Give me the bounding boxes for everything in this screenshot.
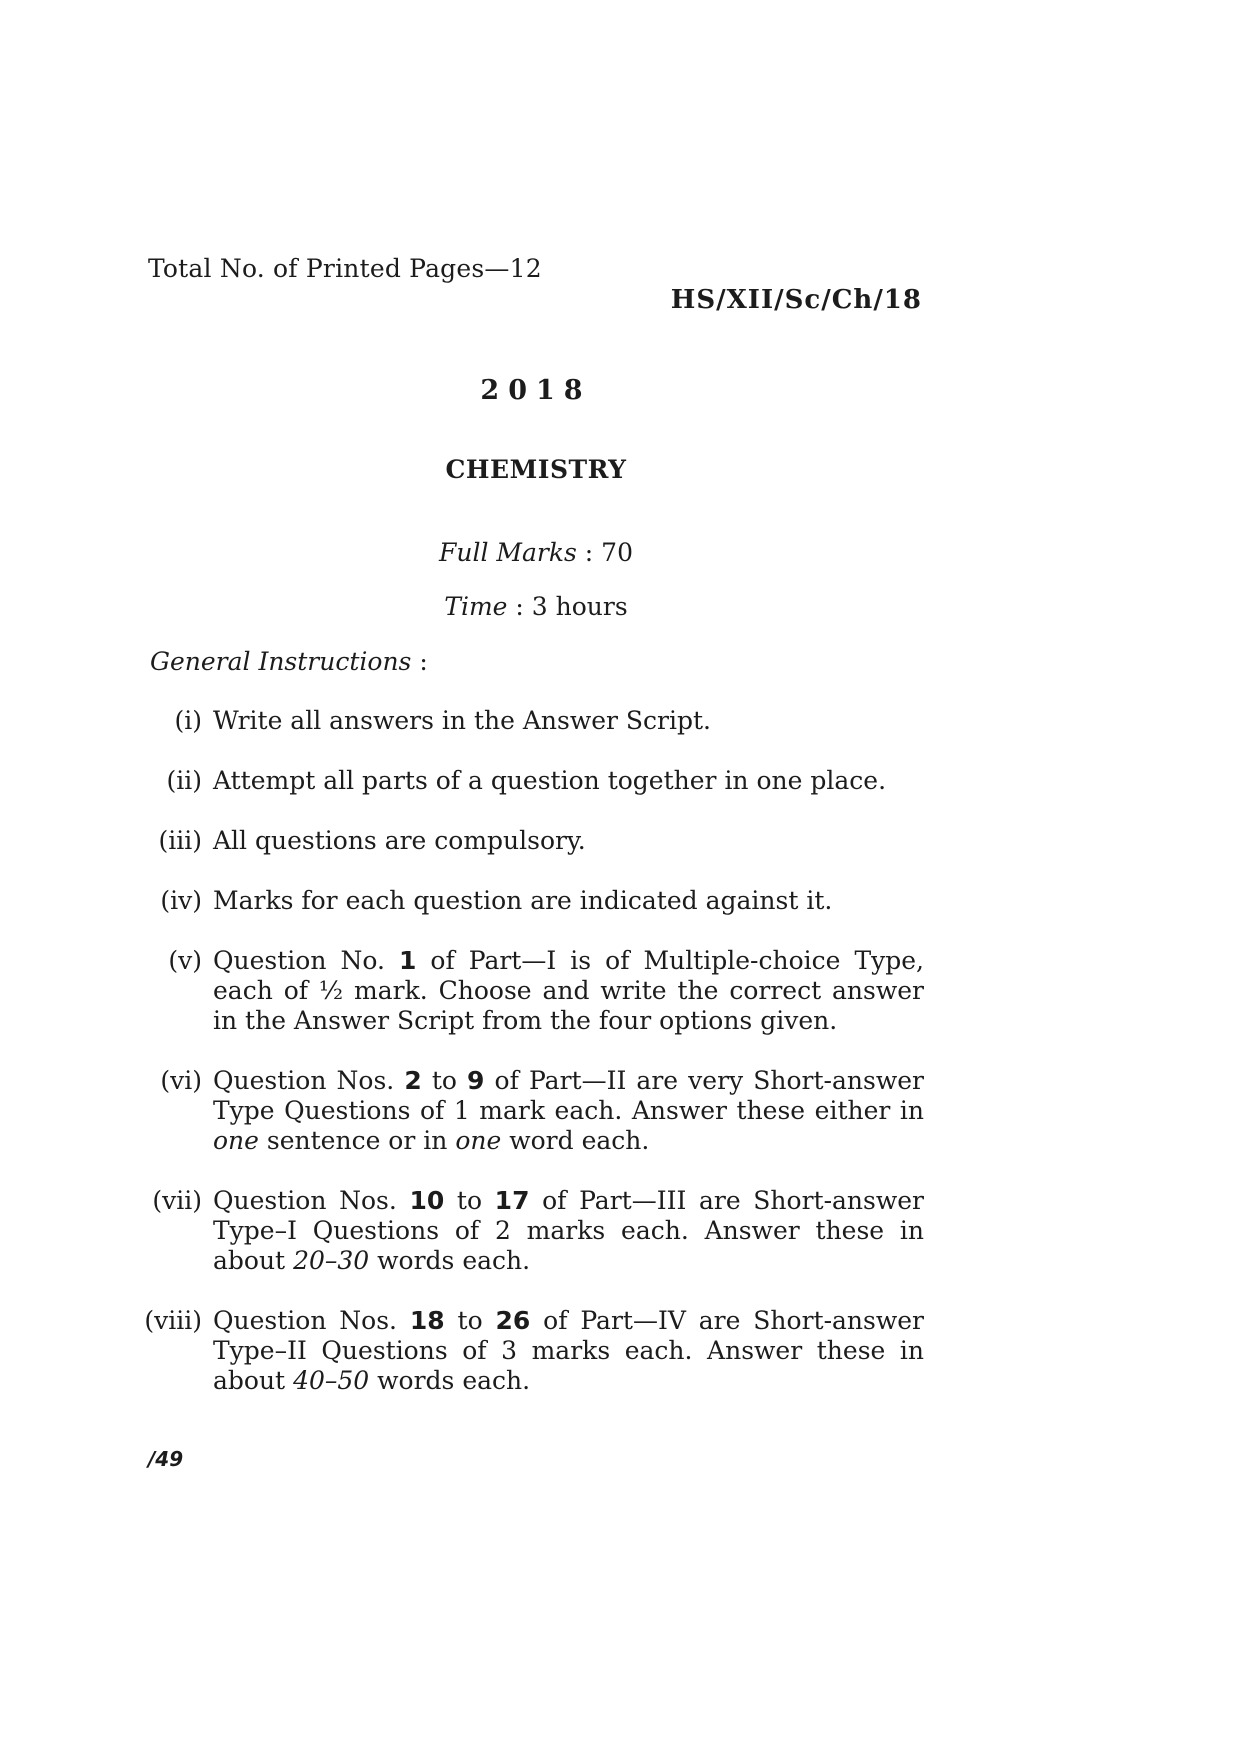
general-instructions-colon: : — [411, 647, 428, 676]
time-separator: : — [507, 592, 532, 621]
question-number: 26 — [495, 1306, 531, 1335]
instruction-number: (viii) — [144, 1306, 202, 1335]
exam-subject: CHEMISTRY — [445, 455, 627, 484]
instruction-number: (ii) — [166, 766, 202, 795]
full-marks-separator: : — [576, 538, 602, 567]
question-number: 18 — [409, 1306, 445, 1335]
instruction-text: Write all answers in the Answer Script. — [213, 706, 711, 735]
instruction-number: (iv) — [160, 886, 202, 915]
instruction-text: Question Nos. 2 to 9 of Part—II are very Short-answer Type Questions of 1 mark each. Answer these either in one sentence or in one word each. — [213, 1066, 924, 1155]
time-value: 3 hours — [531, 592, 628, 621]
question-number: 10 — [409, 1186, 445, 1215]
instruction-text: Question Nos. 18 to 26 of Part—IV are Short-answer Type–II Questions of 3 marks each. Answer these in about 40–50 words each. — [213, 1306, 924, 1395]
question-number: 9 — [467, 1066, 485, 1095]
instruction-number: (i) — [174, 706, 202, 735]
question-number: 1 — [398, 946, 417, 975]
instruction-text: Marks for each question are indicated against it. — [213, 886, 833, 915]
instruction-text: Question Nos. 10 to 17 of Part—III are Short-answer Type–I Questions of 2 marks each. Answer these in about 20–30 words each. — [213, 1186, 924, 1275]
question-number: 2 — [404, 1066, 422, 1095]
instruction-text: Attempt all parts of a question together in one place. — [213, 766, 887, 795]
full-marks — [0, 538, 1072, 567]
instruction-number: (v) — [168, 946, 202, 975]
exam-time — [0, 592, 1072, 621]
time-label: Time — [444, 592, 508, 621]
general-instructions-heading — [150, 647, 428, 676]
full-marks-value: 70 — [601, 538, 633, 567]
instruction-text: All questions are compulsory. — [213, 826, 586, 855]
full-marks-label: Full Marks — [439, 538, 577, 567]
general-instructions-label: General Instructions — [150, 647, 412, 676]
instruction-text: Question No. 1 of Part—I is of Multiple-choice Type, each of ½ mark. Choose and write the correct answer in the Answer Script from the four options given. — [213, 946, 925, 1035]
instruction-number: (iii) — [158, 826, 202, 855]
instruction-number: (vii) — [152, 1186, 202, 1215]
paper-code: HS/XII/Sc/Ch/18 — [670, 285, 922, 315]
question-number: 17 — [494, 1186, 530, 1215]
page-footer-mark: /49 — [148, 1447, 184, 1471]
exam-year: 2018 — [480, 375, 592, 406]
instruction-number: (vi) — [160, 1066, 202, 1095]
total-printed-pages: Total No. of Printed Pages—12 — [148, 254, 542, 283]
